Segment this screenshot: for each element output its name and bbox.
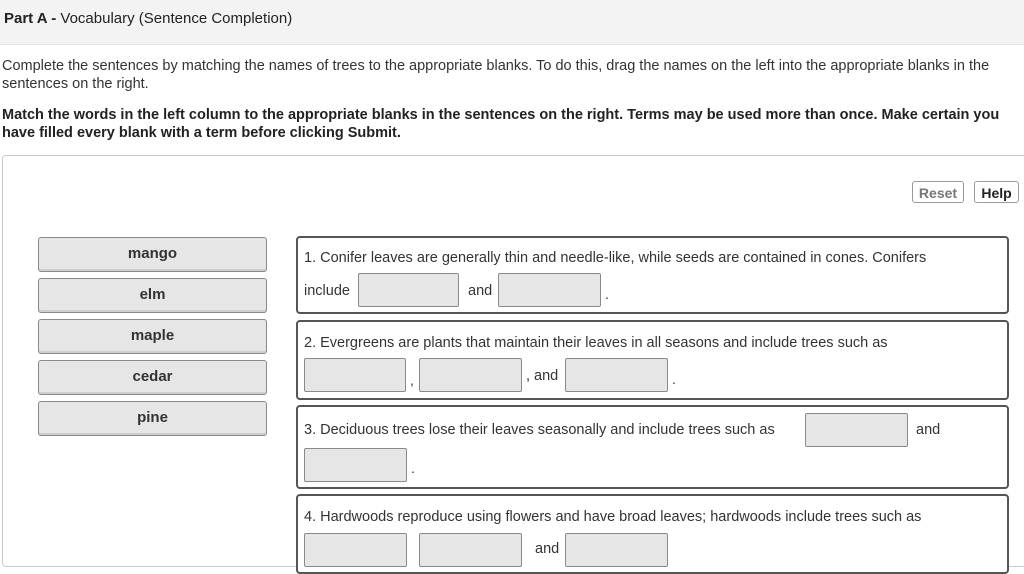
- term-cedar[interactable]: cedar: [38, 360, 267, 395]
- sentence-box-1: [296, 236, 1009, 314]
- term-elm[interactable]: elm: [38, 278, 267, 313]
- sentence-4-and: and: [535, 541, 560, 557]
- drop-blank[interactable]: [565, 533, 668, 567]
- drop-blank[interactable]: [805, 413, 908, 447]
- sentence-1-period: .: [605, 286, 609, 302]
- sentence-3-text: 3. Deciduous trees lose their leaves seasonally and include trees such as: [304, 422, 775, 438]
- part-title: [4, 10, 292, 27]
- term-pine[interactable]: pine: [38, 401, 267, 436]
- sentence-2-text: 2. Evergreens are plants that maintain their leaves in all seasons and include trees such as: [304, 335, 888, 351]
- drop-blank[interactable]: [304, 533, 407, 567]
- term-mango[interactable]: mango: [38, 237, 267, 272]
- intro-text: Complete the sentences by matching the names of trees to the appropriate blanks. To do this, drag the names on the left into the appropriate blanks in the sentences on the right.: [2, 58, 990, 92]
- sentence-box-4: [296, 494, 1009, 574]
- sentence-box-2: [296, 320, 1009, 400]
- sentence-4-text: 4. Hardwoods reproduce using flowers and have broad leaves; hardwoods include trees such as: [304, 509, 922, 525]
- reset-button[interactable]: Reset: [912, 181, 964, 203]
- part-header: [0, 0, 1024, 45]
- sentence-1-and: and: [468, 283, 493, 299]
- part-title-text: Vocabulary (Sentence Completion): [60, 10, 293, 27]
- part-label: Part A -: [4, 10, 57, 27]
- help-button[interactable]: Help: [974, 181, 1019, 203]
- sentence-2-comma: ,: [410, 372, 414, 388]
- term-maple[interactable]: maple: [38, 319, 267, 354]
- drop-blank[interactable]: [304, 448, 407, 482]
- drop-blank[interactable]: [498, 273, 601, 307]
- sentence-box-3: [296, 405, 1009, 489]
- instructions-text: Match the words in the left column to the appropriate blanks in the sentences on the right. Terms may be used more than once. Make certain you have filled every blank with a term before clicking Submit.: [2, 107, 1000, 141]
- sentence-1-text: 1. Conifer leaves are generally thin and needle-like, while seeds are contained in cones. Conifers: [304, 250, 927, 266]
- sentence-2-period: .: [672, 371, 676, 387]
- drop-blank[interactable]: [419, 533, 522, 567]
- sentence-2-and: , and: [526, 368, 559, 384]
- drop-blank[interactable]: [419, 358, 522, 392]
- sentence-3-period: .: [411, 460, 415, 476]
- sentence-3-and: and: [916, 422, 941, 438]
- drop-blank[interactable]: [358, 273, 459, 307]
- sentence-1-include: include: [304, 283, 350, 299]
- drop-blank[interactable]: [304, 358, 406, 392]
- drop-blank[interactable]: [565, 358, 668, 392]
